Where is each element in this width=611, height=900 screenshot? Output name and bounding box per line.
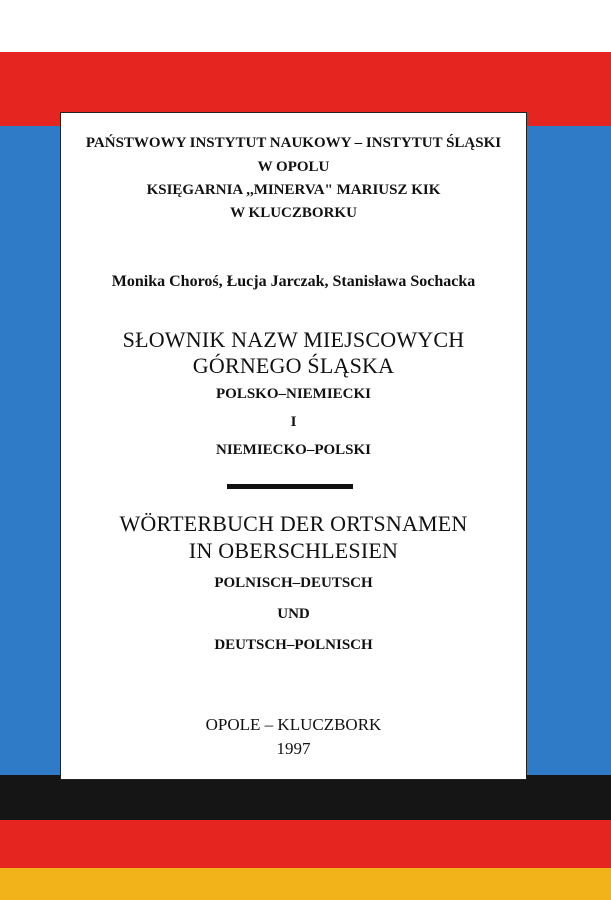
german-subtitle-2: UND bbox=[277, 606, 310, 622]
publisher-line-4: W KLUCZBORKU bbox=[230, 205, 357, 221]
polish-subtitle-2: I bbox=[290, 414, 297, 430]
red-stripe-bottom bbox=[0, 820, 611, 868]
german-title-line-1: WÖRTERBUCH DER ORTSNAMEN bbox=[119, 511, 468, 536]
polish-subtitle-1: POLSKO–NIEMIECKI bbox=[215, 386, 372, 402]
polish-title-line-1: SŁOWNIK NAZW MIEJSCOWYCH bbox=[122, 327, 465, 352]
imprint-place: OPOLE – KLUCZBORK bbox=[205, 715, 382, 734]
publisher-line-3: KSIĘGARNIA ,,MINERVA" MARIUSZ KIK bbox=[146, 182, 441, 198]
german-title-line-2: IN OBERSCHLESIEN bbox=[188, 538, 399, 563]
publisher-line-2: W OPOLU bbox=[257, 159, 330, 175]
black-stripe bbox=[0, 775, 611, 820]
title-panel bbox=[60, 112, 527, 780]
imprint-year: 1997 bbox=[276, 739, 311, 758]
gold-stripe bbox=[0, 868, 611, 900]
german-subtitle-3: DEUTSCH–POLNISCH bbox=[214, 637, 373, 653]
polish-subtitle-3: NIEMIECKO–POLSKI bbox=[215, 442, 372, 458]
top-margin bbox=[0, 0, 611, 52]
authors: Monika Choroś, Łucja Jarczak, Stanisława Sochacka bbox=[111, 273, 476, 290]
divider-rule bbox=[227, 484, 353, 489]
publisher-line-1: PAŃSTWOWY INSTYTUT NAUKOWY – INSTYTUT ŚLĄSKI bbox=[85, 135, 502, 151]
polish-title-line-2: GÓRNEGO ŚLĄSKA bbox=[192, 353, 395, 378]
german-subtitle-1: POLNISCH–DEUTSCH bbox=[214, 575, 373, 591]
